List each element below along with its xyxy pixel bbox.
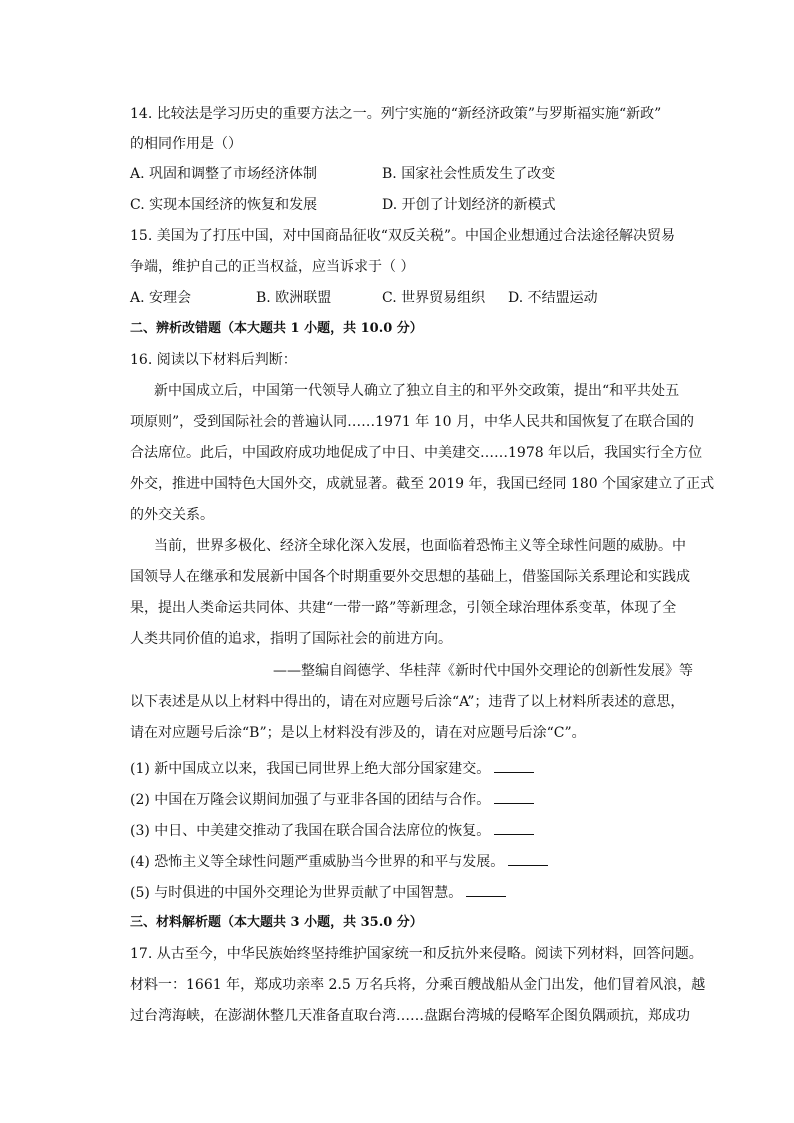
q17-material-line2: 过台湾海峡，在澎湖休整几天准备直取台湾……盘踞台湾城的侵略军企图负隅顽抗，郑成功	[130, 1008, 690, 1024]
q16-source: ——整编自阎德学、华桂萍《新时代中国外交理论的创新性发展》等	[273, 663, 693, 679]
q17-intro: 17. 从古至今，中华民族始终坚持维护国家统一和反抗外来侵略。阅读下列材料，回答问题。	[130, 946, 703, 962]
q14-option-b: B. 国家社会性质发生了改变	[382, 166, 556, 182]
answer-blank[interactable]	[494, 758, 534, 773]
q14-option-d: D. 开创了计划经济的新模式	[382, 197, 556, 213]
answer-blank[interactable]	[494, 820, 534, 835]
q16-intro: 16. 阅读以下材料后判断：	[130, 352, 297, 368]
section2-title: 二、辨析改错题（本大题共 1 小题，共 10.0 分）	[130, 321, 423, 336]
q16-item-2: (2) 中国在万隆会议期间加强了与亚非各国的团结与合作。	[130, 789, 534, 810]
q15-option-b: B. 欧洲联盟	[256, 290, 332, 306]
section3-title: 三、材料解析题（本大题共 3 小题，共 35.0 分）	[130, 915, 423, 930]
q16-para1-line2: 项原则”，受到国际社会的普遍认同……1971 年 10 月，中华人民共和国恢复了在联合国的	[130, 414, 694, 430]
q16-para2-line3: 果，提出人类命运共同体、共建“一带一路”等新理念，引领全球治理体系变革，体现了全	[130, 600, 677, 616]
q14-line1: 14. 比较法是学习历史的重要方法之一。列宁实施的“新经济政策”与罗斯福实施“新政”	[130, 106, 662, 122]
q16-item-1: (1) 新中国成立以来，我国已同世界上绝大部分国家建交。	[130, 758, 534, 779]
q16-para1-line5: 的外交关系。	[130, 507, 214, 523]
q16-instruction-line2: 请在对应题号后涂“B”；是以上材料没有涉及的，请在对应题号后涂“C”。	[130, 725, 586, 741]
q16-item-5: (5) 与时俱进的中国外交理论为世界贡献了中国智慧。	[130, 882, 506, 903]
q16-instruction-line1: 以下表述是从以上材料中得出的，请在对应题号后涂“A”；违背了以上材料所表述的意思，	[130, 694, 685, 710]
answer-blank[interactable]	[466, 882, 506, 897]
q16-item-4: (4) 恐怖主义等全球性问题严重威胁当今世界的和平与发展。	[130, 851, 548, 872]
q15-option-c: C. 世界贸易组织	[382, 290, 486, 306]
q16-para2-line4: 人类共同价值的追求，指明了国际社会的前进方向。	[130, 631, 452, 647]
q14-option-a: A. 巩固和调整了市场经济体制	[130, 166, 318, 182]
q15-line2: 争端，维护自己的正当权益，应当诉求于（ ）	[130, 259, 415, 275]
q17-material-line1: 材料一：1661 年，郑成功亲率 2.5 万名兵将，分乘百艘战船从金门出发，他们冒着风浪，越	[130, 977, 706, 993]
answer-blank[interactable]	[508, 851, 548, 866]
q15-option-a: A. 安理会	[130, 290, 192, 306]
q16-para2-line2: 国领导人在继承和发展新中国各个时期重要外交思想的基础上，借鉴国际关系理论和实践成	[130, 569, 690, 585]
q14-line2: 的相同作用是（）	[130, 136, 242, 152]
q16-para1-line3: 合法席位。此后，中国政府成功地促成了中日、中美建交……1978 年以后，我国实行全方位	[130, 445, 703, 461]
q16-item-3: (3) 中日、中美建交推动了我国在联合国合法席位的恢复。	[130, 820, 534, 841]
q15-line1: 15. 美国为了打压中国，对中国商品征收“双反关税”。中国企业想通过合法途径解决贸易	[130, 228, 676, 244]
q15-option-d: D. 不结盟运动	[508, 290, 598, 306]
answer-blank[interactable]	[494, 789, 534, 804]
q16-para1-line4: 外交，推进中国特色大国外交，成就显著。截至 2019 年，我国已经同 180 个国家建立了正式	[130, 476, 715, 492]
q14-option-c: C. 实现本国经济的恢复和发展	[130, 197, 318, 213]
q16-para1-line1: 新中国成立后，中国第一代领导人确立了独立自主的和平外交政策，提出“和平共处五	[154, 383, 680, 399]
q16-para2-line1: 当前，世界多极化、经济全球化深入发展，也面临着恐怖主义等全球性问题的威胁。中	[154, 538, 686, 554]
